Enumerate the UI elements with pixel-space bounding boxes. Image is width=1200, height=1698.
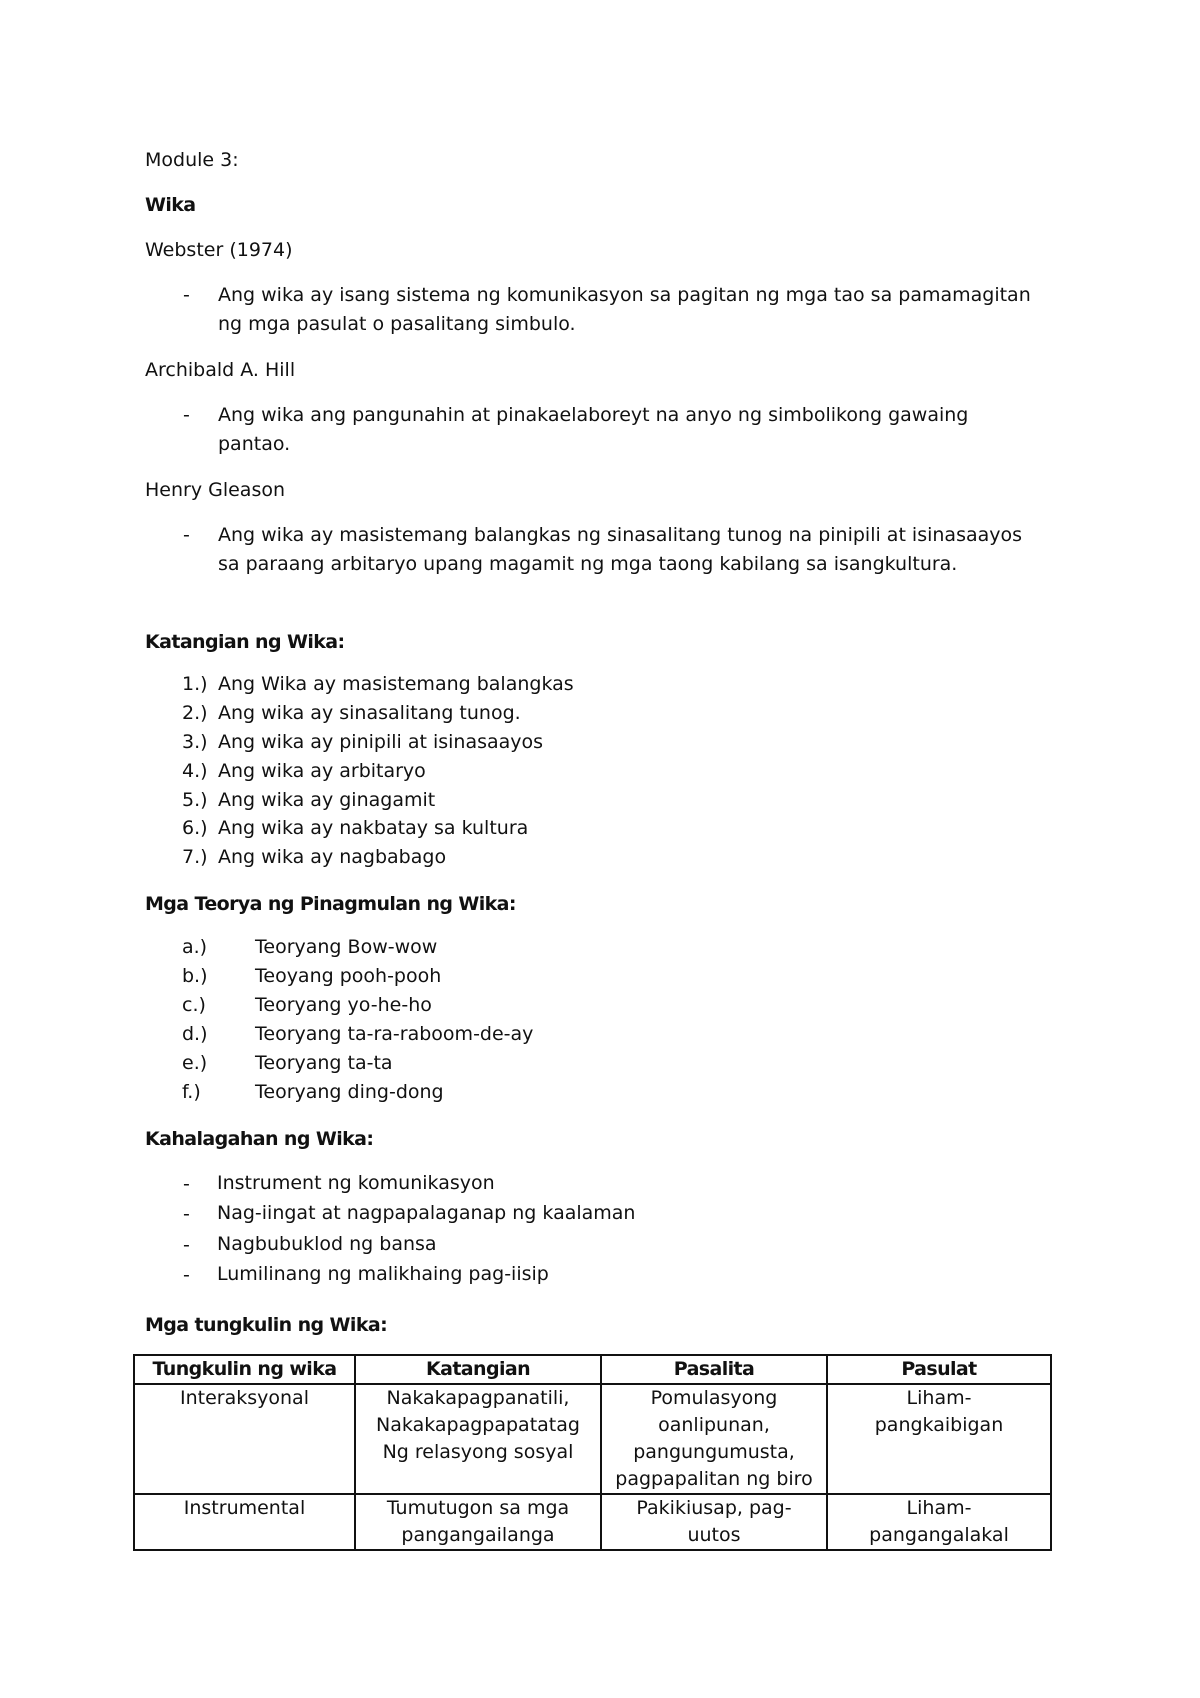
list-item: Teoryang ta-ra-raboom-de-ay [255, 1023, 534, 1045]
table-cell: Instrumental [134, 1494, 355, 1550]
list-letter: b.) [182, 965, 208, 987]
list-number: 1.) [182, 673, 208, 695]
column-header-pasulat: Pasulat [827, 1355, 1051, 1384]
list-item: Lumilinang ng malikhaing pag-iisip [217, 1263, 549, 1285]
table-cell: Pakikiusap, pag- uutos [601, 1494, 827, 1550]
list-number: 4.) [182, 760, 208, 782]
bullet-dash: - [183, 404, 190, 426]
definition-author-hill: Archibald A. Hill [145, 359, 296, 381]
bullet-dash: - [183, 1234, 190, 1256]
list-item: Teoryang Bow-wow [255, 936, 438, 958]
definition-text-line: sa paraang arbitaryo upang magamit ng mga taong kabilang sa isangkultura. [218, 553, 958, 575]
list-item: Ang wika ay nagbabago [218, 846, 447, 868]
section-heading-teorya: Mga Teorya ng Pinagmulan ng Wika: [145, 893, 516, 915]
table-cell: Nakakapagpanatili, Nakakapagpapatatag Ng relasyong sosyal [355, 1384, 601, 1494]
table-cell: Liham- pangkaibigan [827, 1384, 1051, 1494]
bullet-dash: - [183, 284, 190, 306]
list-item: Ang wika ay arbitaryo [218, 760, 426, 782]
section-heading-katangian: Katangian ng Wika: [145, 631, 345, 653]
bullet-dash: - [183, 1264, 190, 1286]
list-item: Teoryang yo-he-ho [255, 994, 432, 1016]
definition-text-line: Ang wika ay isang sistema ng komunikasyon sa pagitan ng mga tao sa pamamagitan [218, 284, 1031, 306]
section-heading-tungkulin: Mga tungkulin ng Wika: [145, 1314, 388, 1336]
definition-author-gleason: Henry Gleason [145, 479, 286, 501]
list-item: Ang wika ay pinipili at isinasaayos [218, 731, 544, 753]
table-cell: Liham- pangangalakal [827, 1494, 1051, 1550]
list-item: Ang Wika ay masistemang balangkas [218, 673, 574, 695]
module-label: Module 3: [145, 149, 239, 171]
definition-text-line: Ang wika ay masistemang balangkas ng sinasalitang tunog na pinipili at isinasaayos [218, 524, 1023, 546]
table-header-row [134, 1355, 1051, 1384]
definition-text-line: pantao. [218, 433, 291, 455]
list-number: 5.) [182, 789, 208, 811]
table-cell: Pomulasyong oanlipunan, pangungumusta, pagpapalitan ng biro [601, 1384, 827, 1494]
list-item: Teoryang ding-dong [255, 1081, 444, 1103]
table-cell: Tumutugon sa mga pangangailanga [355, 1494, 601, 1550]
list-number: 6.) [182, 817, 208, 839]
column-header-tungkulin: Tungkulin ng wika [134, 1355, 355, 1384]
definition-text-line: ng mga pasulat o pasalitang simbulo. [218, 313, 576, 335]
bullet-dash: - [183, 524, 190, 546]
tungkulin-table [133, 1354, 1052, 1551]
definition-author-webster: Webster (1974) [145, 239, 293, 261]
list-number: 7.) [182, 846, 208, 868]
section-heading-kahalagahan: Kahalagahan ng Wika: [145, 1128, 374, 1150]
bullet-dash: - [183, 1203, 190, 1225]
list-item: Ang wika ay sinasalitang tunog. [218, 702, 521, 724]
list-letter: d.) [182, 1023, 208, 1045]
list-item: Teoryang ta-ta [255, 1052, 393, 1074]
list-item: Nag-iingat at nagpapalaganap ng kaalaman [217, 1202, 636, 1224]
column-header-katangian: Katangian [355, 1355, 601, 1384]
list-letter: a.) [182, 936, 208, 958]
definition-text-line: Ang wika ang pangunahin at pinakaelaboreyt na anyo ng simbolikong gawaing [218, 404, 969, 426]
bullet-dash: - [183, 1173, 190, 1195]
table-row [134, 1384, 1051, 1494]
list-item: Instrument ng komunikasyon [217, 1172, 495, 1194]
list-letter: c.) [182, 994, 206, 1016]
table-cell: Interaksyonal [134, 1384, 355, 1494]
table-row [134, 1494, 1051, 1550]
list-letter: f.) [182, 1081, 201, 1103]
list-item: Ang wika ay nakbatay sa kultura [218, 817, 529, 839]
document-title: Wika [145, 194, 196, 216]
list-number: 3.) [182, 731, 208, 753]
list-item: Teoyang pooh-pooh [255, 965, 442, 987]
list-item: Nagbubuklod ng bansa [217, 1233, 437, 1255]
list-letter: e.) [182, 1052, 208, 1074]
column-header-pasalita: Pasalita [601, 1355, 827, 1384]
list-number: 2.) [182, 702, 208, 724]
list-item: Ang wika ay ginagamit [218, 789, 436, 811]
